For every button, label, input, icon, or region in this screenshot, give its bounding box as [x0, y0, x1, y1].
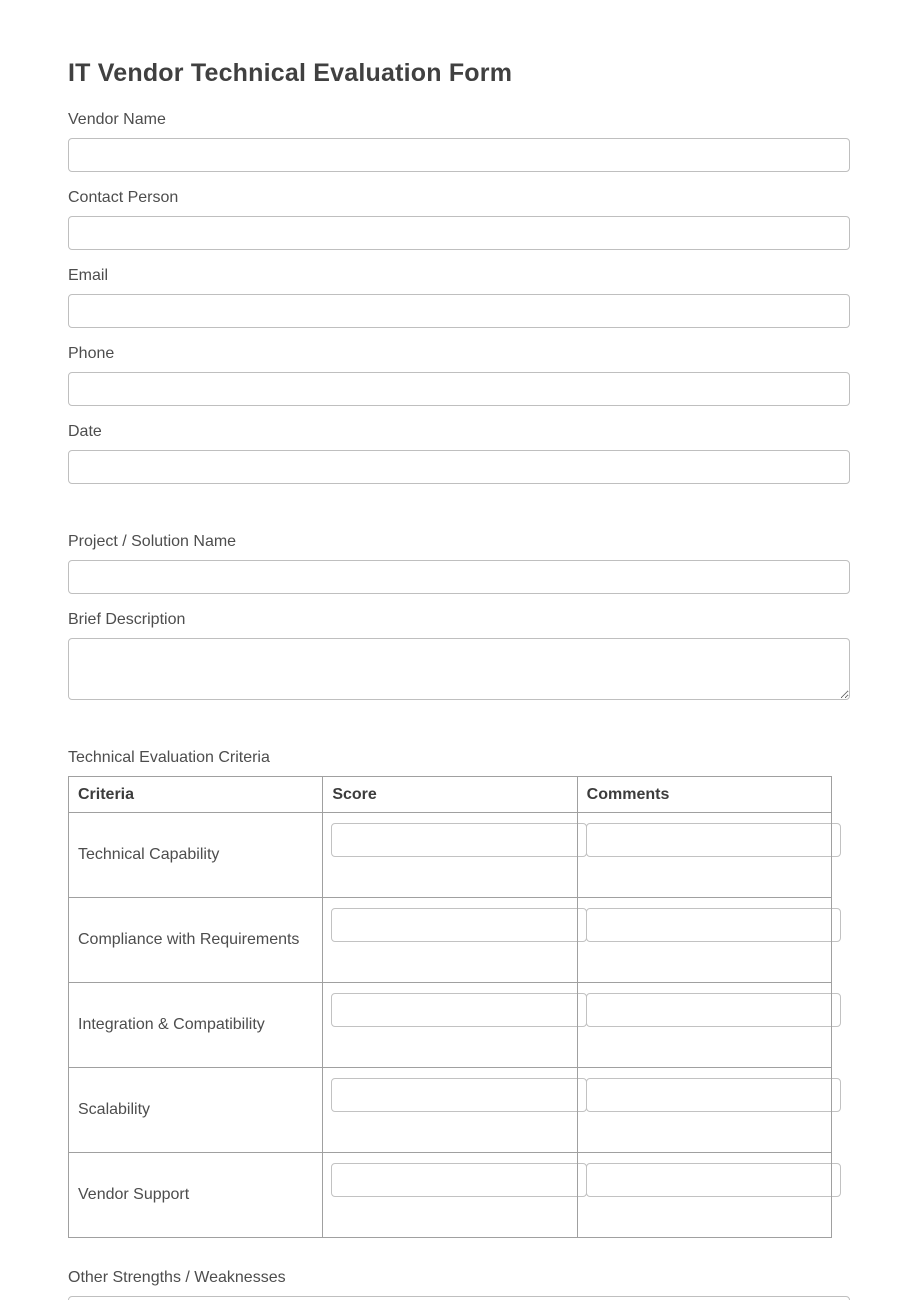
integration-score-input[interactable] [331, 993, 586, 1027]
vendor-support-score-input[interactable] [331, 1163, 586, 1197]
score-column-header: Score [323, 777, 577, 813]
other-strengths-weaknesses-textarea[interactable] [68, 1296, 850, 1300]
criteria-label-scalability: Scalability [69, 1068, 323, 1153]
project-solution-name-label: Project / Solution Name [68, 533, 237, 550]
email-input[interactable] [68, 294, 850, 328]
evaluation-criteria-section-label: Technical Evaluation Criteria [68, 749, 270, 766]
field-project-solution-name [68, 533, 832, 594]
phone-input[interactable] [68, 372, 850, 406]
evaluation-criteria-table [68, 776, 832, 1238]
integration-comments-input[interactable] [586, 993, 841, 1027]
email-label: Email [68, 267, 109, 284]
vendor-name-label: Vendor Name [68, 111, 166, 128]
compliance-score-input[interactable] [331, 908, 586, 942]
table-row [69, 813, 832, 898]
date-input[interactable] [68, 450, 850, 484]
criteria-label-technical-capability: Technical Capability [69, 813, 323, 898]
score-cell [323, 1153, 577, 1238]
criteria-label-vendor-support: Vendor Support [69, 1153, 323, 1238]
contact-person-label: Contact Person [68, 189, 179, 206]
contact-person-input[interactable] [68, 216, 850, 250]
score-cell [323, 1068, 577, 1153]
table-row [69, 983, 832, 1068]
criteria-column-header: Criteria [69, 777, 323, 813]
vendor-name-input[interactable] [68, 138, 850, 172]
field-phone [68, 345, 832, 406]
scalability-score-input[interactable] [331, 1078, 586, 1112]
vendor-support-comments-input[interactable] [586, 1163, 841, 1197]
other-strengths-weaknesses-label: Other Strengths / Weaknesses [68, 1269, 286, 1286]
comments-cell [577, 1153, 831, 1238]
comments-cell [577, 1068, 831, 1153]
comments-cell [577, 813, 831, 898]
score-cell [323, 813, 577, 898]
score-cell [323, 898, 577, 983]
table-header-row [69, 777, 832, 813]
brief-description-textarea[interactable] [68, 638, 850, 700]
table-row [69, 1068, 832, 1153]
page-title: IT Vendor Technical Evaluation Form [68, 59, 513, 87]
compliance-comments-input[interactable] [586, 908, 841, 942]
project-solution-name-input[interactable] [68, 560, 850, 594]
section-divider-gap [68, 501, 832, 533]
technical-capability-comments-input[interactable] [586, 823, 841, 857]
date-label: Date [68, 423, 102, 440]
score-cell [323, 983, 577, 1068]
comments-column-header: Comments [577, 777, 831, 813]
brief-description-label: Brief Description [68, 611, 186, 628]
table-row [69, 1153, 832, 1238]
scalability-comments-input[interactable] [586, 1078, 841, 1112]
table-row [69, 898, 832, 983]
field-date [68, 423, 832, 484]
field-contact-person [68, 189, 832, 250]
section-divider-gap [68, 717, 832, 749]
phone-label: Phone [68, 345, 115, 362]
comments-cell [577, 898, 831, 983]
criteria-label-compliance: Compliance with Requirements [69, 898, 323, 983]
field-brief-description [68, 611, 832, 700]
field-email [68, 267, 832, 328]
field-vendor-name [68, 111, 832, 172]
criteria-label-integration: Integration & Compatibility [69, 983, 323, 1068]
field-other-strengths-weaknesses [68, 1269, 832, 1300]
comments-cell [577, 983, 831, 1068]
technical-capability-score-input[interactable] [331, 823, 586, 857]
